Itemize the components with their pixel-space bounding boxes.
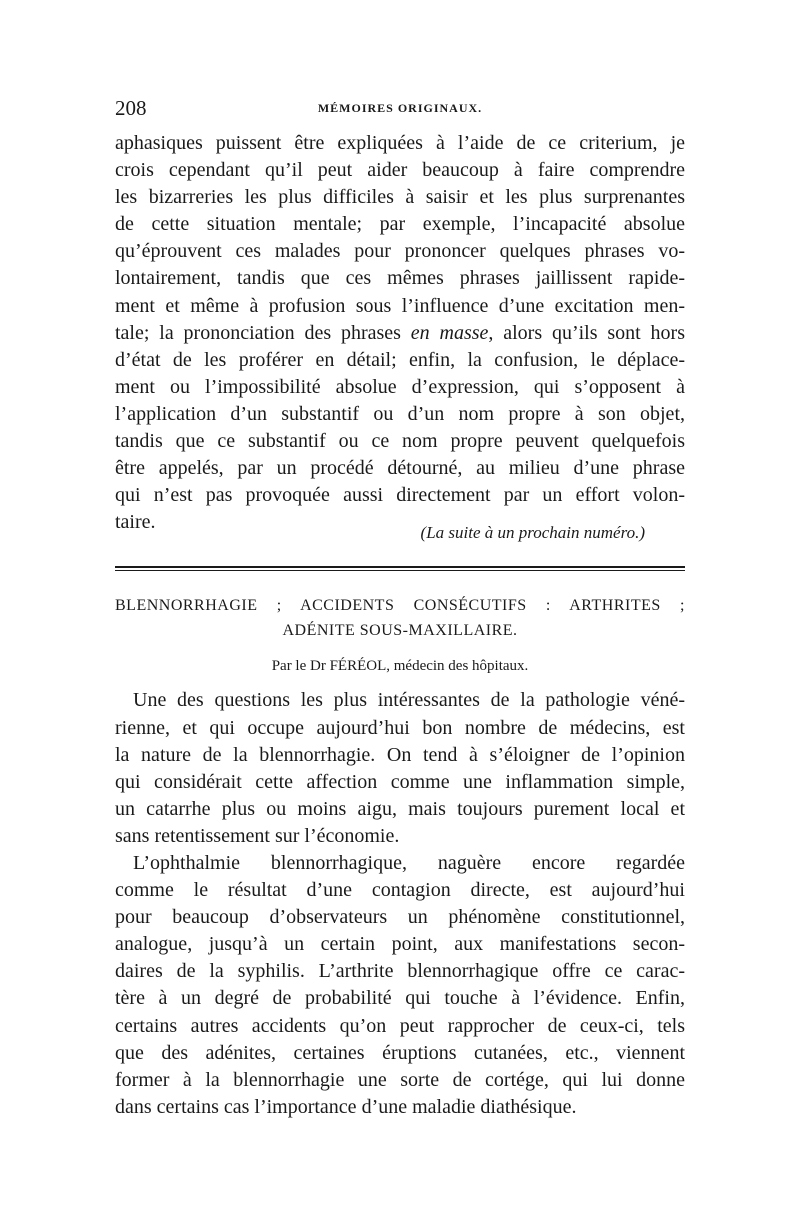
text-line: former à la blennorrhagie une sorte de cortége, qui lui donne — [115, 1068, 685, 1091]
text-line: un catarrhe plus ou moins aigu, mais toujours purement local et — [115, 797, 685, 820]
text-line: lontairement, tandis que ces mêmes phrases jaillissent rapide- — [115, 267, 685, 290]
article-title-line: BLENNORRHAGIE ; ACCIDENTS CONSÉCUTIFS : ARTHRITES ; — [115, 597, 685, 615]
text-line: d’état de les proférer en détail; enfin, la confusion, le déplace- — [115, 348, 685, 371]
text-line: ment ou l’impossibilité absolue d’expression, qui s’opposent à — [115, 375, 685, 398]
text-line: comme le résultat d’une contagion directe, est aujourd’hui — [115, 879, 685, 902]
text-line: rienne, et qui occupe aujourd’hui bon nombre de médecins, est — [115, 716, 685, 739]
text-line: tale; la prononciation des phrases en masse, alors qu’ils sont hors — [115, 321, 685, 344]
text-line: Une des questions les plus intéressantes de la pathologie véné- — [133, 689, 685, 712]
text-line: L’ophthalmie blennorrhagique, naguère encore regardée — [133, 851, 685, 874]
text-line: ment et même à profusion sous l’influence d’une excitation men- — [115, 294, 685, 317]
text-line: tandis que ce substantif ou ce nom propre peuvent quelquefois — [115, 430, 685, 453]
to-be-continued-note: (La suite à un prochain numéro.) — [420, 523, 645, 543]
article-paragraph — [115, 850, 685, 1121]
text-line: pour beaucoup d’observateurs un phénomène constitutionnel, — [115, 906, 685, 929]
continued-paragraph — [115, 130, 685, 536]
text-line: de cette situation mentale; par exemple, l’incapacité absolue — [115, 213, 685, 236]
article-byline: Par le Dr FÉRÉOL, médecin des hôpitaux. — [271, 658, 529, 675]
text-line: qui considérait cette affection comme une inflammation simple, — [115, 770, 685, 793]
text-line: être appelés, par un procédé détourné, au milieu d’une phrase — [115, 457, 685, 480]
text-line: certains autres accidents qu’on peut rapprocher de ceux-ci, tels — [115, 1014, 685, 1037]
article-paragraph — [115, 687, 685, 850]
page-number: 208 — [115, 96, 147, 120]
text-line: qu’éprouvent ces malades pour prononcer quelques phrases vo- — [115, 240, 685, 263]
text-line: qui n’est pas provoquée aussi directement par un effort volon- — [115, 484, 685, 507]
text-line: aphasiques puissent être expliquées à l’aide de ce criterium, je — [115, 132, 685, 154]
section-divider — [115, 566, 685, 571]
text-line: daires de la syphilis. L’arthrite blennorrhagique offre ce carac- — [115, 960, 685, 983]
article-title — [115, 593, 685, 643]
article-title-line: ADÉNITE SOUS-MAXILLAIRE. — [282, 622, 518, 640]
text-line: les bizarreries les plus difficiles à saisir et les plus surprenantes — [115, 186, 685, 209]
text-line: taire. — [115, 511, 156, 534]
text-line: analogue, jusqu’à un certain point, aux manifestations secon- — [115, 933, 685, 956]
text-line: la nature de la blennorrhagie. On tend à s’éloigner de l’opinion — [115, 743, 685, 766]
page-header — [115, 96, 685, 124]
text-line: l’application d’un substantif ou d’un nom propre à son objet, — [115, 402, 685, 425]
running-head: MÉMOIRES ORIGINAUX. — [317, 101, 483, 115]
book-page — [115, 96, 685, 1121]
text-line: sans retentissement sur l’économie. — [115, 824, 400, 847]
text-line: crois cependant qu’il peut aider beaucoup à faire comprendre — [115, 159, 685, 182]
text-line: dans certains cas l’importance d’une maladie diathésique. — [115, 1095, 577, 1118]
text-line: tère à un degré de probabilité qui touche à l’évidence. Enfin, — [115, 987, 685, 1010]
text-line: que des adénites, certaines éruptions cutanées, etc., viennent — [115, 1041, 685, 1064]
